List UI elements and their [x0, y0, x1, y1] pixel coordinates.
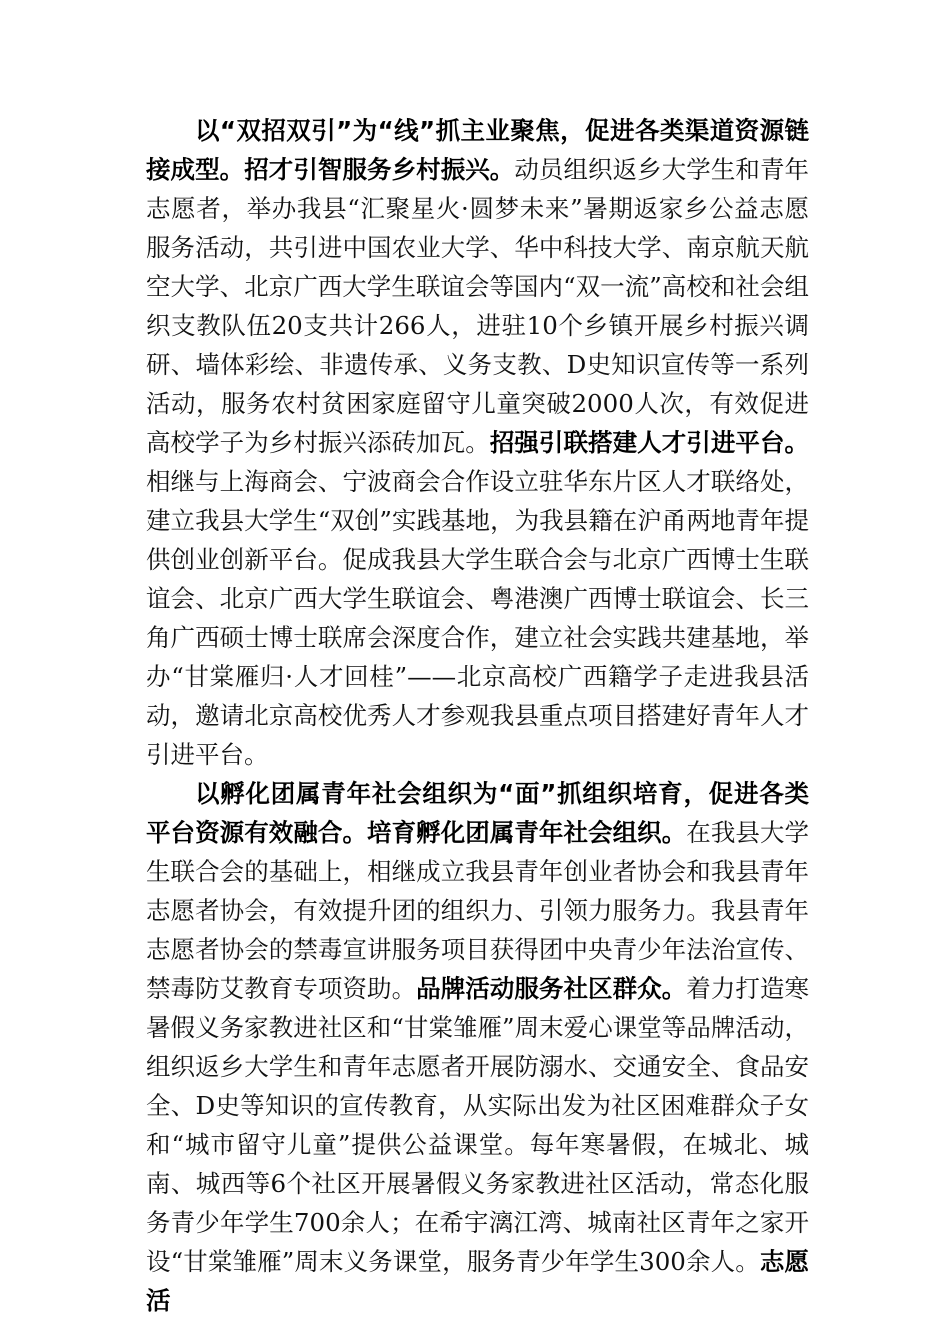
- body-text: 在我县大学生联合会的基础上，相继成立我县青年创业者协会和我县青年志愿者协会，有效提升团的组织力、引领力服务力。我县青年志愿者协会的禁毒宣讲服务项目获得团中央青少年法治宣传、禁毒防艾教育专项资助。: [146, 818, 810, 1003]
- document-page: [146, 111, 809, 1320]
- body-text: 相继与上海商会、宁波商会合作设立驻华东片区人才联络处，建立我县大学生“双创”实践基地，为我县籍在沪甬两地青年提供创业创新平台。促成我县大学生联合会与北京广西博士生联谊会、北京广西大学生联谊会、粤港澳广西博士联谊会、长三角广西硕士博士联席会深度合作，建立社会实践共建基地，举办“甘棠雁归·人才回桂”——北京高校广西籍学子走进我县活动，邀请北京高校优秀人才参观我县重点项目搭建好青年人才引进平台。: [146, 467, 809, 769]
- body-text: 动员组织返乡大学生和青年志愿者，举办我县“汇聚星火·圆梦未来”暑期返家乡公益志愿服务活动，共引进中国农业大学、华中科技大学、南京航天航空大学、北京广西大学生联谊会等国内“双一流”高校和社会组织支教队伍20支共计266人，进驻10个乡镇开展乡村振兴调研、墙体彩绘、非遗传承、义务支教、D史知识宣传等一系列活动，服务农村贫困家庭留守儿童突破2000人次，有效促进高校学子为乡村振兴添砖加瓦。: [146, 155, 810, 457]
- section-heading: 以孵化团属青年社会组织为“面”抓组织培育，促进各类平台资源有效融合。: [146, 779, 809, 847]
- subheading-talent-platform: 招强引联搭建人才引进平台。: [489, 428, 810, 457]
- subheading-brand-activities: 品牌活动服务社区群众。: [416, 974, 687, 1003]
- body-text: 着力打造寒暑假义务家教进社区和“甘棠雏雁”周末爱心课堂等品牌活动，组织返乡大学生和青年志愿者开展防溺水、交通安全、食品安全、D史等知识的宣传教育，从实际出发为社区困难群众子女和“城市留守儿童”提供公益课堂。每年寒暑假，在城北、城南、城西等6个社区开展暑假义务家教进社区活动，常态化服务青少年学生700余人；在希宇漓江湾、城南社区青年之家开设“甘棠雏雁”周末义务课堂，服务青少年学生300余人。: [146, 974, 810, 1276]
- subheading-talent-recruitment: 招才引智服务乡村振兴。: [244, 155, 515, 184]
- paragraph-dual-recruitment: [146, 111, 809, 774]
- subheading-incubation: 培育孵化团属青年社会组织。: [367, 818, 687, 847]
- paragraph-youth-organizations: [146, 774, 809, 1320]
- subheading-volunteer-fragment: 志愿活: [146, 1247, 810, 1315]
- section-heading: 以“双招双引”为“线”抓主业聚焦，促进各类渠道资源链接成型。: [146, 116, 809, 184]
